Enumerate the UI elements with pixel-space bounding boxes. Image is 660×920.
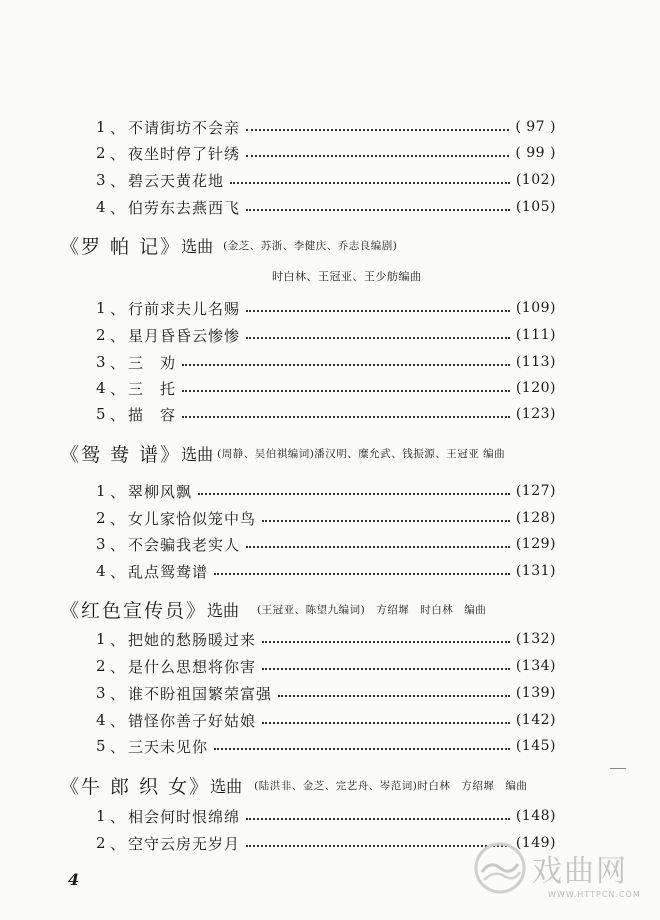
entry-page: (109) [515,300,556,316]
entry-separator: 、 [110,562,126,581]
opera-title: 《鸳 鸯 谱》 [60,443,182,466]
entry-number: 1 [96,482,106,500]
leader-dots [214,573,510,575]
toc-entry[interactable] [96,733,556,759]
leader-dots [246,209,510,211]
entry-separator: 、 [110,482,126,501]
toc-entry[interactable] [96,653,556,679]
entry-number: 2 [96,144,106,162]
entry-number: 4 [96,711,106,729]
entry-page: (139) [515,685,556,701]
entry-title: 翠柳风飘 [128,482,193,501]
entry-title: 相会何时恨绵绵 [128,807,241,826]
section-suffix: 选曲 [207,600,240,620]
leader-dots [278,695,510,697]
arranger-credits: 时白林、王冠亚、王少舫编曲 [272,270,422,283]
section-credits: (王冠亚、陈望九编词) 方绍墀 时白林 编曲 [257,603,487,616]
entry-separator: 、 [110,379,126,398]
section-credits: (陆洪非、金芝、完艺舟、岑范词)时白林 方绍墀 编曲 [254,779,528,792]
section-heading [60,594,486,624]
leader-dots [214,748,510,750]
entry-page: (127) [515,483,556,499]
entry-page: (120) [515,380,556,396]
entry-separator: 、 [110,807,126,826]
opera-title: 《红色宣传员》 [60,599,208,622]
leader-dots [246,818,510,820]
entry-separator: 、 [110,353,126,372]
entry-page: (131) [515,563,556,579]
entry-separator: 、 [110,405,126,424]
entry-title: 不请街坊不会亲 [128,118,241,137]
entry-number: 3 [96,171,106,189]
entry-title: 伯劳东去燕西飞 [128,198,241,217]
entry-number: 1 [96,299,106,317]
entry-number: 4 [96,198,106,216]
leader-dots [182,390,510,392]
entry-title: 三天未见你 [128,737,209,756]
entry-title: 空守云房无岁月 [128,834,241,853]
entry-number: 3 [96,535,106,553]
section-suffix: 选曲 [210,776,243,796]
entry-page: (102) [515,172,556,188]
section-credits: (金芝、苏浙、李健庆、乔志良编剧) [223,239,398,252]
entry-page: ( 99 ) [515,145,556,161]
entry-title: 谁不盼祖国繁荣富强 [128,684,273,703]
entry-separator: 、 [110,299,126,318]
entry-number: 1 [96,630,106,648]
entry-title: 不会骗我老实人 [128,535,241,554]
entry-page: (132) [515,631,556,647]
section-suffix: 选曲 [181,444,214,464]
watermark-name: 戏曲网 [532,854,628,889]
toc-entry[interactable] [96,114,556,140]
leader-dots [246,129,509,131]
page-number: 4 [68,870,80,889]
toc-entry[interactable] [96,167,556,193]
toc-entry[interactable] [96,478,556,504]
entry-separator: 、 [110,834,126,853]
entry-separator: 、 [110,144,126,163]
leader-dots [262,520,510,522]
entry-number: 2 [96,509,106,527]
entry-title: 把她的愁肠暖过来 [128,630,257,649]
entry-page: (145) [515,738,556,754]
entry-number: 1 [96,807,106,825]
toc-entry[interactable] [96,707,556,733]
entry-separator: 、 [110,535,126,554]
opera-title: 《罗 帕 记》 [60,235,182,258]
section-heading [60,438,505,468]
entry-number: 2 [96,326,106,344]
leader-dots [246,155,509,157]
leader-dots [262,722,510,724]
entry-separator: 、 [110,630,126,649]
entry-title: 三 托 [128,379,177,398]
entry-number: 2 [96,834,106,852]
entry-title: 是什么思想将你害 [128,657,257,676]
toc-entry[interactable] [96,322,556,348]
entry-number: 3 [96,353,106,371]
entry-number: 5 [96,405,106,423]
toc-entry[interactable] [96,505,556,531]
entry-title: 错怪你善子好姑娘 [128,711,257,730]
toc-entry[interactable] [96,375,556,401]
entry-title: 描 容 [128,405,177,424]
watermark [470,838,650,910]
section-credits: (周静、吴伯祺编词)潘汉明、糜允武、钱振源、王冠亚 编曲 [217,447,506,460]
toc-entry[interactable] [96,349,556,375]
entry-number: 4 [96,379,106,397]
entry-page: (129) [515,536,556,552]
leader-dots [262,668,510,670]
wave-logo-icon [470,838,530,898]
entry-page: (113) [515,354,556,370]
leader-dots [182,364,510,366]
entry-separator: 、 [110,711,126,730]
leader-dots [246,546,510,548]
entry-separator: 、 [110,326,126,345]
entry-separator: 、 [110,118,126,137]
entry-page: (134) [515,658,556,674]
entry-separator: 、 [110,737,126,756]
section-heading [60,230,397,260]
toc-entry[interactable] [96,140,556,166]
toc-entry[interactable] [96,401,556,427]
entry-separator: 、 [110,684,126,703]
leader-dots [198,493,510,495]
entry-title: 行前求夫儿名赐 [128,299,241,318]
entry-title: 碧云天黄花地 [128,171,225,190]
toc-entry[interactable] [96,626,556,652]
entry-number: 3 [96,684,106,702]
entry-page: (142) [515,712,556,728]
entry-separator: 、 [110,509,126,528]
leader-dots [246,310,510,312]
entry-separator: 、 [110,657,126,676]
entry-title: 夜坐时停了针绣 [128,144,241,163]
opera-title: 《牛 郎 织 女》 [60,775,211,798]
entry-title: 星月昏昏云惨惨 [128,326,241,345]
entry-number: 4 [96,562,106,580]
entry-title: 女儿家恰似笼中鸟 [128,509,257,528]
toc-entry[interactable] [96,295,556,321]
leader-dots [246,337,510,339]
margin-mark [610,768,626,769]
entry-title: 乱点鸳鸯谱 [128,562,209,581]
leader-dots [230,182,510,184]
toc-entry[interactable] [96,194,556,220]
entry-page: (149) [515,835,556,851]
section-heading [60,770,527,800]
toc-entry[interactable] [96,803,556,829]
entry-separator: 、 [110,171,126,190]
toc-entry[interactable] [96,558,556,584]
entry-page: (128) [515,510,556,526]
entry-page: (148) [515,808,556,824]
entry-title: 三 劝 [128,353,177,372]
entry-number: 2 [96,657,106,675]
leader-dots [182,416,510,418]
toc-entry[interactable] [96,680,556,706]
entry-page: (123) [515,406,556,422]
entry-number: 5 [96,737,106,755]
toc-entry[interactable] [96,531,556,557]
entry-page: ( 97 ) [515,119,556,135]
entry-separator: 、 [110,198,126,217]
entry-number: 1 [96,118,106,136]
section-suffix: 选曲 [181,236,214,256]
leader-dots [262,641,510,643]
watermark-url: WWW.HTTPCN.COM [548,890,641,899]
entry-page: (105) [515,199,556,215]
entry-page: (111) [515,327,556,343]
